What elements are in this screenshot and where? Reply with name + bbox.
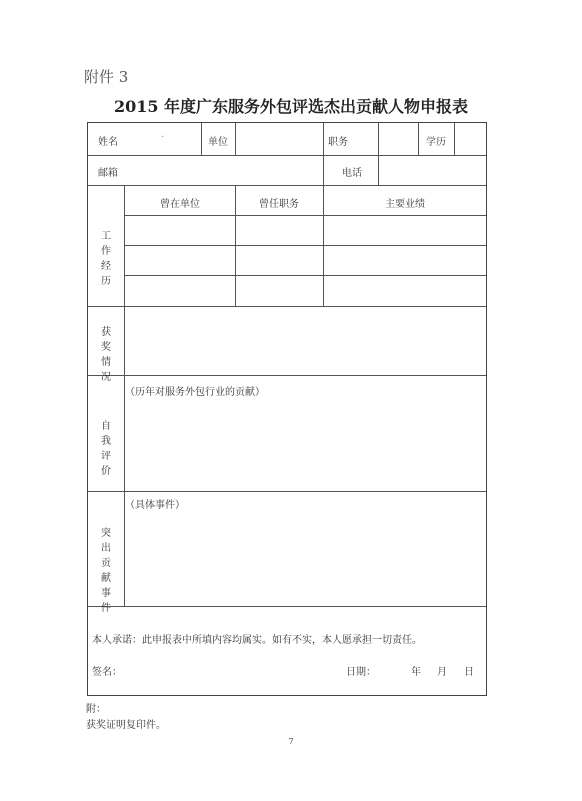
date-month: 月 bbox=[437, 667, 447, 678]
position-input[interactable] bbox=[379, 124, 418, 155]
note-text: 获奖证明复印件。 bbox=[86, 720, 166, 731]
col-divider bbox=[201, 123, 202, 155]
contribution-label: 突出贡献事件 bbox=[101, 528, 111, 614]
work-cell-input[interactable] bbox=[324, 246, 486, 275]
name-value: · bbox=[161, 132, 165, 143]
name-label: 姓名 bbox=[98, 137, 118, 148]
email-input[interactable] bbox=[125, 156, 323, 185]
work-cell-input[interactable] bbox=[125, 246, 235, 275]
email-label: 邮箱 bbox=[98, 168, 118, 179]
col-divider bbox=[323, 123, 324, 185]
row-divider bbox=[88, 606, 486, 607]
application-form bbox=[87, 122, 487, 696]
work-col-former-position: 曾任职务 bbox=[259, 199, 299, 210]
row-divider bbox=[88, 185, 486, 186]
unit-input[interactable] bbox=[236, 124, 323, 155]
education-input[interactable] bbox=[455, 124, 486, 155]
work-cell-input[interactable] bbox=[236, 276, 323, 306]
contribution-hint: （具体事件） bbox=[125, 500, 185, 511]
self-evaluation-hint: （历年对服务外包行业的贡献） bbox=[125, 387, 265, 398]
work-cell-input[interactable] bbox=[236, 216, 323, 245]
phone-input[interactable] bbox=[379, 156, 486, 185]
note-label: 附： bbox=[86, 704, 106, 715]
contribution-input[interactable] bbox=[125, 492, 486, 606]
work-cell-input[interactable] bbox=[125, 216, 235, 245]
name-input[interactable] bbox=[125, 124, 201, 155]
phone-label: 电话 bbox=[342, 168, 362, 179]
work-cell-input[interactable] bbox=[324, 216, 486, 245]
pledge-text: 本人承诺：此申报表中所填内容均属实。如有不实，本人愿承担一切责任。 bbox=[92, 635, 422, 646]
work-cell-input[interactable] bbox=[324, 276, 486, 306]
awards-label: 获奖情况 bbox=[101, 327, 111, 383]
signature-input[interactable] bbox=[124, 657, 324, 679]
work-cell-input[interactable] bbox=[125, 276, 235, 306]
date-label: 日期： bbox=[346, 667, 376, 678]
col-divider bbox=[418, 123, 419, 155]
education-label: 学历 bbox=[426, 137, 446, 148]
awards-input[interactable] bbox=[125, 307, 486, 375]
date-year: 年 bbox=[411, 667, 421, 678]
work-cell-input[interactable] bbox=[236, 246, 323, 275]
work-col-former-unit: 曾在单位 bbox=[160, 199, 200, 210]
self-evaluation-label: 自我评价 bbox=[101, 421, 111, 477]
page-number: 7 bbox=[288, 737, 294, 746]
form-title: 2015 年度广东服务外包评选杰出贡献人物申报表 bbox=[113, 97, 469, 116]
signature-label: 签名： bbox=[92, 667, 122, 678]
attachment-label: 附件 3 bbox=[84, 68, 129, 86]
work-experience-label: 工作经历 bbox=[101, 231, 111, 287]
self-evaluation-input[interactable] bbox=[125, 376, 486, 491]
date-day: 日 bbox=[464, 667, 474, 678]
position-label: 职务 bbox=[328, 137, 348, 148]
work-col-achievements: 主要业绩 bbox=[385, 199, 425, 210]
unit-label: 单位 bbox=[208, 137, 228, 148]
